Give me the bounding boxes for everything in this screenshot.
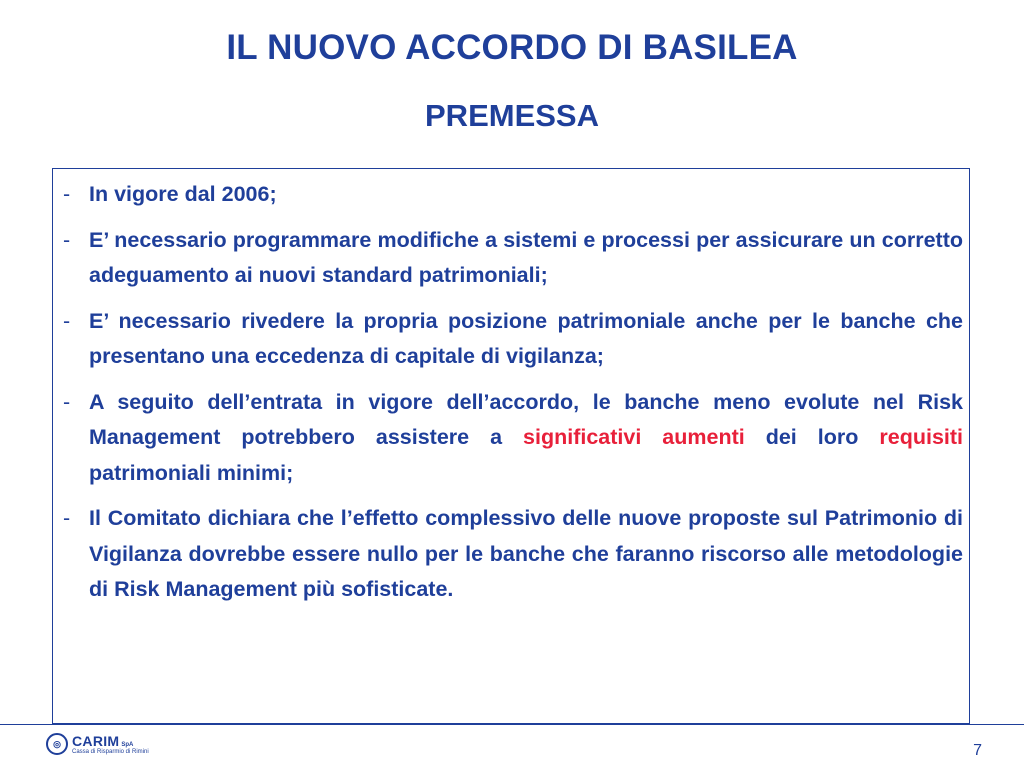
- logo-text: [72, 734, 149, 755]
- logo-suffix: SpA: [121, 741, 134, 748]
- bullet-item: [63, 177, 963, 213]
- bullet-dash: -: [63, 182, 71, 206]
- bullet-text: dei loro: [744, 425, 880, 449]
- bullet-dash: -: [63, 389, 71, 414]
- bullet-text: E’ necessario programmare modifiche a sistemi e processi per assicurare un corretto adeguamento ai nuovi standard patrimoniali;: [89, 227, 963, 287]
- logo-tagline: Cassa di Risparmio di Rimini: [72, 748, 149, 755]
- bullet-item: [63, 223, 963, 294]
- bullet-text: In vigore dal 2006;: [89, 182, 277, 206]
- bullet-item: [63, 304, 963, 375]
- slide-subtitle: PREMESSA: [425, 98, 599, 133]
- bullet-dash: -: [63, 227, 71, 252]
- bullet-item: [63, 501, 963, 608]
- bullet-dash: -: [63, 506, 71, 530]
- highlighted-text: significativi aumenti: [523, 425, 745, 449]
- page-number: 7: [973, 742, 982, 759]
- bullet-item: [63, 385, 963, 492]
- bullet-text: patrimoniali minimi;: [89, 460, 294, 485]
- content-box: [52, 168, 970, 724]
- bullet-dash: -: [63, 308, 71, 333]
- bullet-text: Il Comitato dichiara che l’effetto complessivo delle nuove proposte sul Patrimonio di Vigilanza dovrebbe essere nullo per le banche che faranno riscorso alle metodologie di Risk Management più sofisticate.: [89, 506, 963, 601]
- slide-title: IL NUOVO ACCORDO DI BASILEA: [226, 28, 798, 67]
- bullet-text: E’ necessario rivedere la propria posizione patrimoniale anche per le banche che presentano una eccedenza di capitale di vigilanza;: [89, 308, 963, 368]
- carim-logo: [46, 732, 149, 756]
- carim-emblem-icon: ◎: [46, 733, 68, 755]
- bullet-list: [63, 177, 963, 618]
- logo-name-row: [72, 734, 149, 748]
- bullet-text: A seguito dell’entrata in vigore dell’accordo, le banche meno evolute nel Risk Management potrebbero assistere a: [89, 389, 963, 449]
- highlighted-text: requisiti: [879, 425, 964, 449]
- logo-name: CARIM: [72, 732, 120, 749]
- footer-divider: [0, 724, 1024, 725]
